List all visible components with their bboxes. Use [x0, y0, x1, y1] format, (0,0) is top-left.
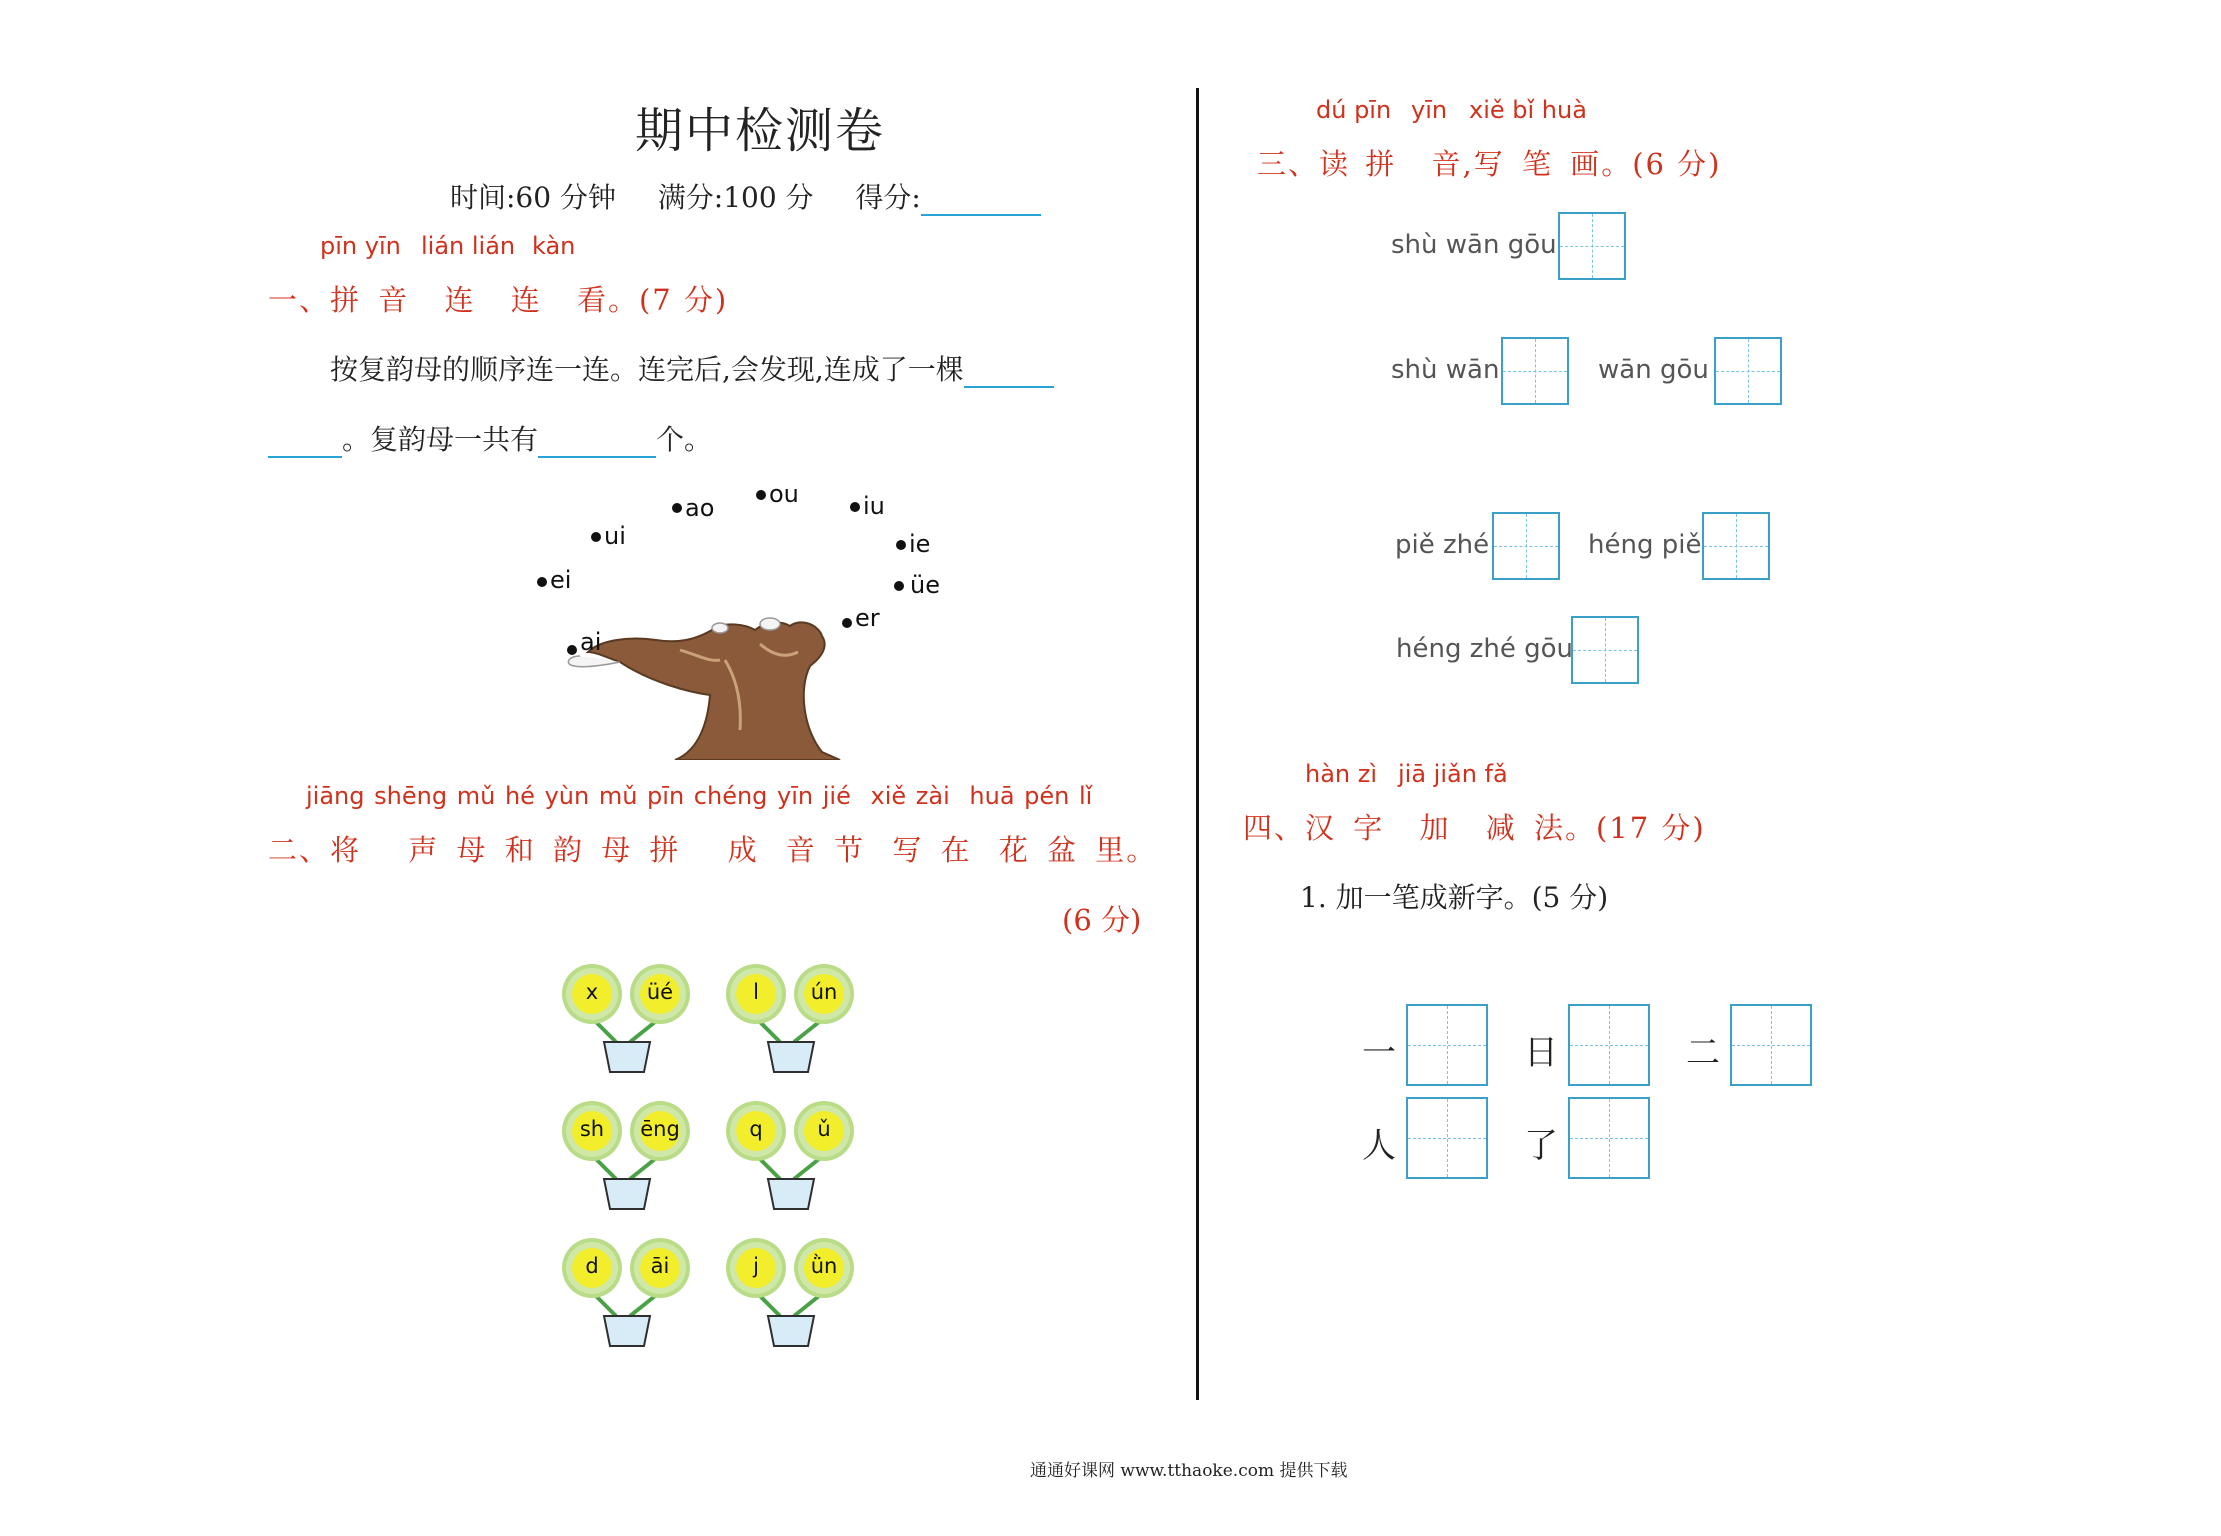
add-stroke-box-1[interactable] [1406, 1004, 1488, 1086]
heading-char: 声 [408, 833, 440, 867]
flower-b [798, 1105, 850, 1157]
pinyin-word: pīn chéng [647, 782, 768, 810]
dot-ie[interactable] [896, 540, 906, 550]
flower-pot[interactable] [560, 1242, 700, 1372]
base-char-le: 了 [1524, 1126, 1558, 1166]
heading-char: 连 [444, 283, 476, 317]
flower-a [730, 1242, 782, 1294]
section1-instruction-line2 [268, 418, 712, 458]
base-char-yi: 一 [1362, 1033, 1396, 1073]
section4-pinyin-a: hàn zì [1305, 760, 1378, 788]
heading-char: 画 [1570, 147, 1602, 181]
pinyin-word: yùn mǔ [544, 782, 638, 810]
section4-heading [1243, 806, 1706, 847]
heading-char: 里。 [1095, 833, 1158, 867]
footer-url[interactable]: www.tthaoke.com [1120, 1461, 1275, 1481]
heading-char: 在 [940, 833, 972, 867]
answer-blank-tree-cont[interactable] [268, 428, 342, 458]
heading-char: 写 [892, 833, 924, 867]
final-er: er [855, 604, 880, 632]
section1-instruction-line1 [330, 348, 1054, 388]
flower-label: ǜn [810, 1254, 838, 1278]
flower-a [566, 968, 618, 1020]
flower-label: x [585, 980, 599, 1004]
page-title: 期中检测卷 [635, 103, 886, 159]
pinyin-word: jiāng [306, 782, 365, 810]
base-char-er: 二 [1686, 1033, 1720, 1073]
answer-blank-tree[interactable] [964, 358, 1054, 388]
base-char-ren: 人 [1362, 1126, 1396, 1166]
heading-char: 加 [1419, 811, 1451, 845]
section2-number: 二、 [268, 833, 331, 867]
add-stroke-box-4[interactable] [1406, 1097, 1488, 1179]
flower-label: ǔ [817, 1117, 831, 1141]
time-limit: 时间:60 分钟 [450, 181, 616, 214]
final-ei: ei [550, 566, 572, 594]
section3-pinyin-a: dú pīn [1316, 96, 1392, 124]
heading-char: 成 [727, 833, 759, 867]
heading-char: 读 [1319, 147, 1351, 181]
stroke-label-heng-pie: héng piě [1588, 530, 1702, 560]
stroke-box-2[interactable] [1501, 337, 1569, 405]
answer-blank-count[interactable] [538, 428, 656, 458]
flower-b [634, 1242, 686, 1294]
dot-ai[interactable] [567, 645, 577, 655]
section3-number: 三、 [1257, 147, 1320, 181]
heading-char: 拼 [649, 833, 681, 867]
final-ie: ie [909, 530, 931, 558]
section1-pinyin-b: lián lián [421, 232, 516, 260]
flower-b [798, 968, 850, 1020]
section4-number: 四、 [1243, 811, 1306, 845]
heading-char: 节 [834, 833, 866, 867]
flower-label: ún [810, 980, 838, 1004]
flower-b [798, 1242, 850, 1294]
flower-label: q [749, 1117, 763, 1141]
heading-char: 音 [785, 833, 817, 867]
pinyin-word: lǐ [1079, 782, 1093, 810]
pinyin-word: hé [504, 782, 535, 810]
final-iu: iu [863, 492, 885, 520]
pinyin-word: yīn jié [777, 782, 851, 810]
heading-char: 法。(17 分) [1533, 811, 1706, 845]
instruction-text: 按复韵母的顺序连一连。连完后,会发现,连成了一棵 [330, 353, 964, 386]
heading-char: 将 [330, 833, 362, 867]
heading-char: 母 [456, 833, 488, 867]
add-stroke-box-2[interactable] [1568, 1004, 1650, 1086]
flower-b [634, 1105, 686, 1157]
heading-char: 音 [1431, 147, 1463, 181]
flower-label: sh [579, 1117, 605, 1141]
flower-label: üé [646, 980, 674, 1004]
dot-ei[interactable] [537, 577, 547, 587]
final-ai: ai [580, 628, 602, 656]
heading-char: 减 [1485, 811, 1517, 845]
heading-char: 看。(7 分) [576, 283, 729, 317]
final-ui: ui [604, 522, 626, 550]
section1-number: 一、 [268, 283, 331, 317]
exam-meta [450, 176, 1041, 216]
section2-heading [268, 828, 1157, 869]
section1-heading [268, 278, 728, 319]
heading-char: 母 [601, 833, 633, 867]
final-ue: üe [910, 571, 940, 599]
stroke-label-wan-gou: wān gōu [1598, 355, 1709, 385]
flower-a [566, 1242, 618, 1294]
stroke-label-shu-wan-gou: shù wān gōu [1391, 230, 1557, 260]
heading-char: 和 [504, 833, 536, 867]
heading-char: 拼 [1365, 147, 1397, 181]
section1-pinyin-a: pīn yīn [320, 232, 401, 260]
flower-label: ēng [640, 1117, 680, 1141]
heading-char: 笔 [1521, 147, 1553, 181]
heading-char: 拼 [330, 283, 362, 317]
tree-illustration [560, 600, 860, 760]
final-ao: ao [685, 494, 715, 522]
flower-a [730, 1105, 782, 1157]
column-divider [1196, 88, 1199, 1400]
flower-pot[interactable] [560, 1105, 700, 1235]
section3-pinyin-b: yīn [1411, 96, 1448, 124]
section3-heading [1257, 142, 1722, 183]
section4-pinyin-b: jiā jiǎn fǎ [1398, 760, 1508, 788]
flower-label: l [753, 980, 759, 1004]
add-stroke-box-5[interactable] [1568, 1097, 1650, 1179]
stroke-box-6[interactable] [1571, 616, 1639, 684]
stroke-box-3[interactable] [1714, 337, 1782, 405]
final-ou: ou [769, 480, 799, 508]
flower-label: āi [650, 1254, 670, 1278]
footer-suffix: 提供下载 [1279, 1461, 1348, 1481]
heading-char: 盆 [1047, 833, 1079, 867]
heading-char: 连 [510, 283, 542, 317]
dot-ao[interactable] [672, 503, 682, 513]
instruction-text: 个。 [656, 423, 713, 456]
add-stroke-box-3[interactable] [1730, 1004, 1812, 1086]
heading-char: 韵 [552, 833, 584, 867]
dot-ui[interactable] [591, 532, 601, 542]
dot-iu[interactable] [850, 502, 860, 512]
flower-a [566, 1105, 618, 1157]
pinyin-word: xiě zài [870, 782, 950, 810]
flower-label: j [753, 1254, 759, 1278]
flower-pot[interactable] [724, 1105, 864, 1235]
stroke-box-5[interactable] [1702, 512, 1770, 580]
pinyin-word: shēng mǔ [374, 782, 496, 810]
stroke-box-4[interactable] [1492, 512, 1560, 580]
footer [1030, 1456, 1347, 1481]
flower-label: d [585, 1254, 599, 1278]
heading-char: 汉 [1305, 811, 1337, 845]
section2-pinyin [306, 782, 1092, 810]
stroke-label-pie-zhe: piě zhé [1395, 530, 1490, 560]
full-score: 满分:100 分 [657, 181, 814, 214]
dot-ou[interactable] [756, 490, 766, 500]
base-char-ri: 日 [1524, 1033, 1558, 1073]
section2-score: (6 分) [1062, 903, 1142, 937]
heading-char: 花 [998, 833, 1030, 867]
pinyin-word: huā pén [969, 782, 1070, 810]
stroke-label-heng-zhe-gou: héng zhé gōu [1396, 634, 1573, 664]
section1-pinyin-c: kàn [532, 232, 576, 260]
heading-char: 。(6 分) [1601, 147, 1722, 181]
flower-pot[interactable] [560, 968, 700, 1098]
section4-subquestion: 1. 加一笔成新字。(5 分) [1300, 881, 1609, 914]
flower-b [634, 968, 686, 1020]
stroke-box-1[interactable] [1558, 212, 1626, 280]
flower-pot[interactable] [724, 1242, 864, 1372]
heading-char: 字 [1353, 811, 1385, 845]
heading-char: ,写 [1462, 147, 1505, 181]
stroke-label-shu-wan: shù wān [1391, 355, 1500, 385]
section3-pinyin-c: xiě bǐ huà [1469, 96, 1587, 124]
flower-pot[interactable] [724, 968, 864, 1098]
footer-site-name: 通通好课网 [1030, 1461, 1115, 1481]
score-blank[interactable] [921, 186, 1041, 216]
score-label: 得分: [855, 181, 921, 214]
instruction-text: 。复韵母一共有 [342, 423, 539, 456]
dot-er[interactable] [842, 618, 852, 628]
flower-a [730, 968, 782, 1020]
heading-char: 音 [378, 283, 410, 317]
dot-ue[interactable] [894, 581, 904, 591]
